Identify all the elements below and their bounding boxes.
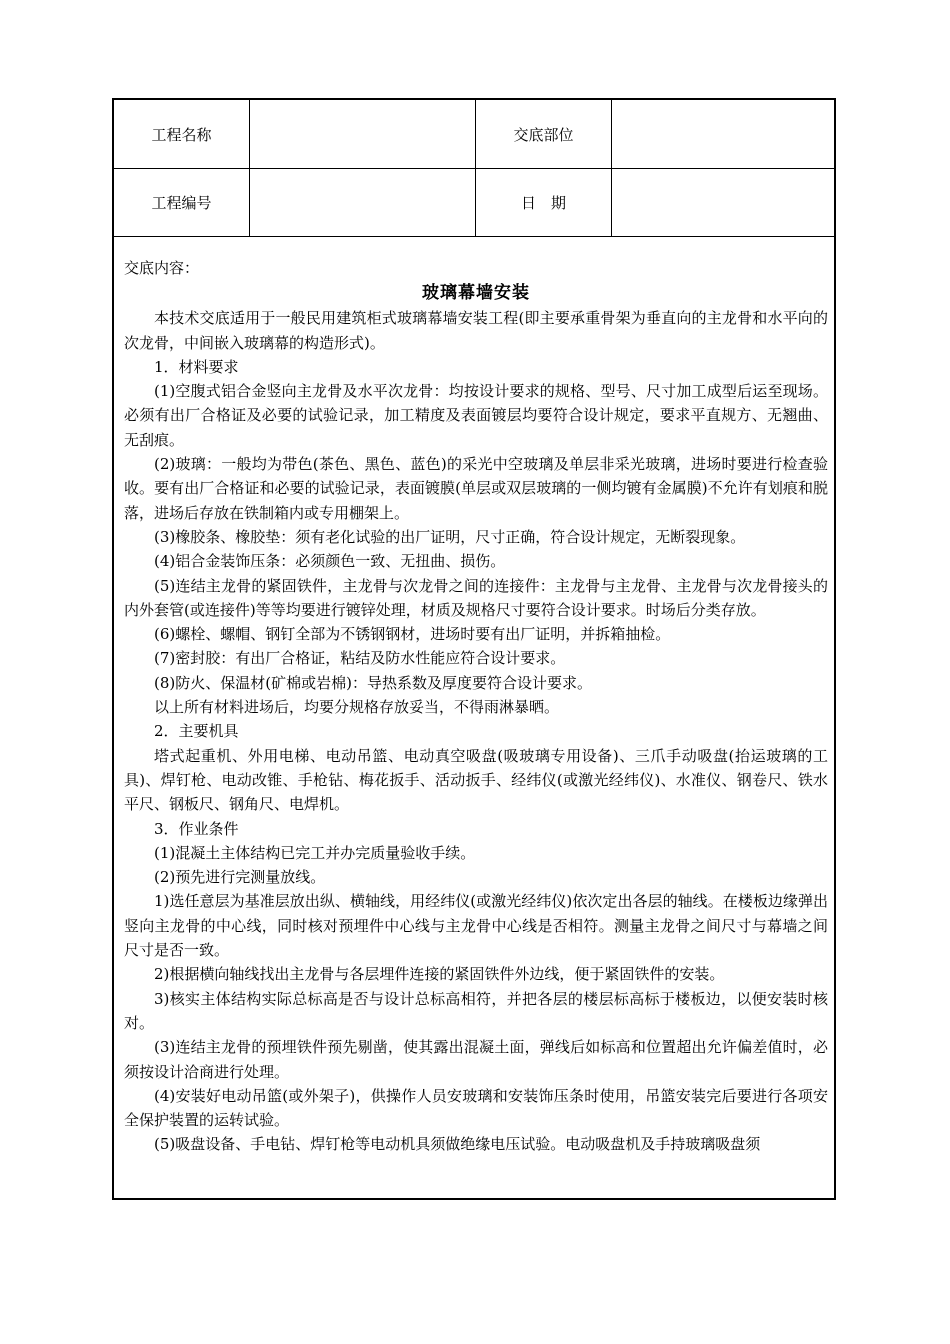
paragraph: 本技术交底适用于一般民用建筑柜式玻璃幕墙安装工程(即主要承重骨架为垂直向的主龙骨和水平向的次龙骨，中间嵌入玻璃幕的构造形式)。	[124, 309, 828, 352]
content-title: 玻璃幕墙安装	[422, 283, 530, 304]
paragraph: (2)玻璃：一般均为带色(茶色、黑色、蓝色)的采光中空玻璃及单层非采光玻璃，进场时要进行检查验收。要有出厂合格证和必要的试验记录，表面镀膜(单层或双层玻璃的一侧均镀有金属膜)不允许有划痕和脱落，进场后存放在铁制箱内或专用棚架上。	[124, 455, 828, 522]
disclosure-content	[124, 256, 828, 1157]
disclosure-location-label: 交底部位	[476, 100, 612, 168]
paragraph: (5)吸盘设备、手电钻、焊钉枪等电动机具须做绝缘电压试验。电动吸盘机及手持玻璃吸盘须	[154, 1135, 761, 1154]
project-name-label: 工程名称	[114, 100, 250, 168]
paragraph: (7)密封胶：有出厂合格证，粘结及防水性能应符合设计要求。	[154, 649, 566, 668]
paragraph: (4)铝合金装饰压条：必须颜色一致、无扭曲、损伤。	[154, 552, 506, 571]
content-intro-label: 交底内容：	[124, 259, 200, 277]
paragraph: (3)橡胶条、橡胶垫：须有老化试验的出厂证明，尺寸正确，符合设计规定，无断裂现象。	[154, 527, 746, 546]
paragraph: (3)连结主龙骨的预埋铁件预先剔凿，使其露出混凝土面，弹线后如标高和位置超出允许偏差值时，必须按设计洽商进行处理。	[124, 1038, 828, 1081]
header-row-2	[114, 168, 834, 237]
date-value[interactable]	[612, 168, 834, 236]
paragraph: (5)连结主龙骨的紧固铁件，主龙骨与次龙骨之间的连接件：主龙骨与主龙骨、主龙骨与次龙骨接头的内外套管(或连接件)等等均要进行镀锌处理，材质及规格尺寸要符合设计要求。时场后分类存放。	[124, 576, 828, 619]
paragraph: 3)核实主体结构实际总标高是否与设计总标高相符，并把各层的楼层标高标于楼板边，以便安装时核对。	[124, 989, 828, 1032]
project-name-value[interactable]	[250, 100, 476, 168]
section-heading: 2．主要机具	[154, 722, 239, 741]
paragraph: 1)选任意层为基准层放出纵、横轴线，用经纬仪(或激光经纬仪)依次定出各层的轴线。在楼板边缘弹出竖向主龙骨的中心线，同时核对预埋件中心线与主龙骨中心线是否相符。测量主龙骨之间尺寸与幕墙之间尺寸是否一致。	[124, 892, 828, 960]
paragraph: (1)混凝土主体结构已完工并办完质量验收手续。	[154, 843, 476, 862]
paragraph: (1)空腹式铝合金竖向主龙骨及水平次龙骨：均按设计要求的规格、型号、尺寸加工成型后运至现场。必须有出厂合格证及必要的试验记录，加工精度及表面镀层均要符合设计规定，要求平直规方、无翘曲、无刮痕。	[124, 382, 828, 449]
date-label: 日 期	[476, 168, 612, 236]
project-number-label: 工程编号	[114, 168, 250, 236]
paragraph: 2)根据横向轴线找出主龙骨与各层埋件连接的紧固铁件外边线，便于紧固铁件的安装。	[154, 965, 725, 984]
paragraph: (2)预先进行完测量放线。	[154, 868, 326, 887]
paragraph: (6)螺栓、螺帽、钢钉全部为不锈钢钢材，进场时要有出厂证明，并拆箱抽检。	[154, 625, 671, 644]
paragraph: 以上所有材料进场后，均要分规格存放妥当，不得雨淋暴晒。	[154, 698, 560, 717]
paragraph: 塔式起重机、外用电梯、电动吊篮、电动真空吸盘(吸玻璃专用设备)、三爪手动吸盘(抬运玻璃的工具)、焊钉枪、电动改锥、手枪钻、梅花扳手、活动扳手、经纬仪(或激光经纬仪)、水准仪、钢卷尺、铁水平尺、钢板尺、钢角尺、电焊机。	[124, 746, 828, 814]
paragraph: (8)防火、保温材(矿棉或岩棉)：导热系数及厚度要符合设计要求。	[154, 673, 592, 692]
document-table	[112, 98, 836, 1200]
header-row-1	[114, 100, 834, 169]
section-heading: 1．材料要求	[154, 357, 239, 376]
paragraph: (4)安装好电动吊篮(或外架子)，供操作人员安玻璃和安装饰压条时使用，吊篮安装完后要进行各项安全保护装置的运转试验。	[124, 1086, 828, 1130]
disclosure-location-value[interactable]	[612, 100, 834, 168]
section-heading: 3．作业条件	[154, 819, 239, 838]
project-number-value[interactable]	[250, 168, 476, 236]
